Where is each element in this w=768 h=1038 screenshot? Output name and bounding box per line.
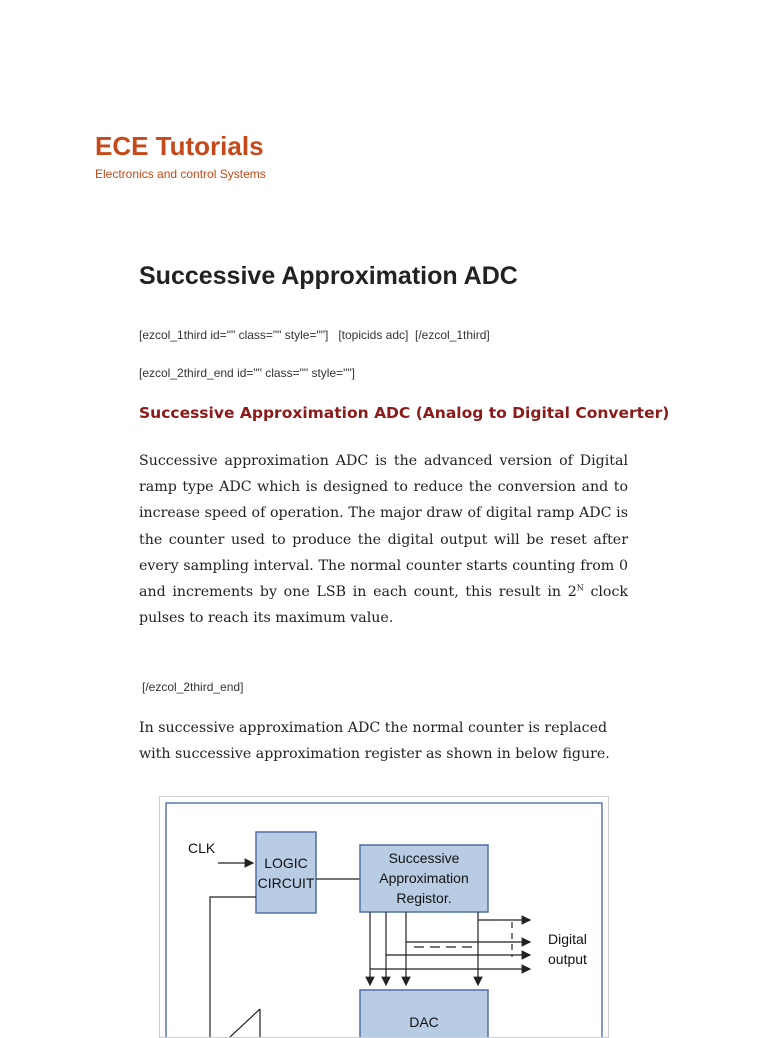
- post-title: Successive Approximation ADC: [139, 262, 518, 290]
- superscript: N: [576, 583, 584, 593]
- paragraph-figure-intro: In successive approximation ADC the normal counter is replaced with successive approximation register as shown in below figure.: [139, 720, 610, 763]
- digital-output-label: Digital: [548, 931, 587, 947]
- paragraph-text: clock pulses to reach its maximum value.: [139, 584, 629, 627]
- section-subheading: Successive Approximation ADC (Analog to Digital Converter): [139, 404, 670, 422]
- shortcode-text: [ezcol_2third_end id="" class="" style=""]: [139, 366, 356, 380]
- paragraph-intro: [139, 448, 628, 631]
- feedback-line: [210, 897, 256, 1037]
- sar-label: Successive: [388, 850, 460, 866]
- paragraph-text: Successive approximation ADC is the advanced version of Digital ramp type ADC which is designed to reduce the conversion and to increase speed of operation. The major draw of digital ramp ADC is the counter used to produce the digital output will be reset after every sampling interval. The normal counter starts counting from 0 and increments by one LSB in each count, this result in 2: [139, 453, 628, 601]
- block-diagram: [160, 797, 608, 1037]
- digital-output-label: output: [548, 951, 587, 967]
- ramp-line: [230, 1009, 260, 1037]
- clk-label: CLK: [188, 840, 216, 856]
- site-tagline: Electronics and control Systems: [95, 167, 266, 181]
- logic-circuit-block: [256, 832, 316, 913]
- site-title[interactable]: ECE Tutorials: [95, 131, 264, 161]
- sar-label: Registor.: [396, 890, 452, 906]
- sar-adc-diagram: [159, 796, 609, 1038]
- dac-label: DAC: [409, 1014, 439, 1030]
- shortcode-text: [/ezcol_2third_end]: [142, 680, 244, 694]
- logic-label: CIRCUIT: [257, 875, 315, 891]
- logic-label: LOGIC: [264, 855, 308, 871]
- sar-label: Approximation: [379, 870, 469, 886]
- shortcode-text: [ezcol_1third id="" class="" style=""] [topicids adc] [/ezcol_1third]: [139, 328, 490, 342]
